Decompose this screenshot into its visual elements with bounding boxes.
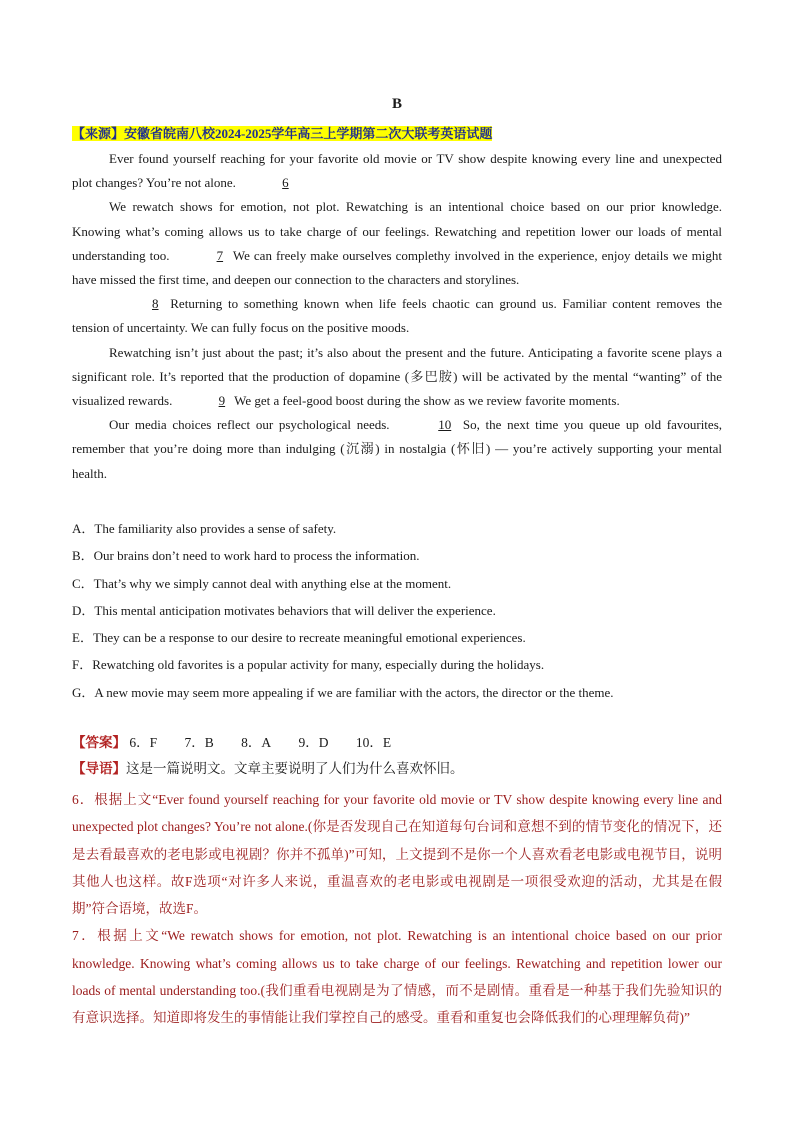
paragraph-4 (72, 341, 722, 414)
guide-label: 【导语】 (72, 761, 126, 776)
paragraph-text: So, the next time you queue up old favourites, remember that you’re doing more than indulging (沉溺) in nostalgia (怀旧) — you’re actively supporting your mental health. (72, 417, 722, 481)
option-list (72, 515, 722, 706)
paragraph-3 (72, 292, 722, 340)
answer-label: 【答案】 (72, 735, 126, 750)
source-line (72, 123, 492, 142)
blank-10: 10 (438, 417, 452, 433)
paragraph-text: Ever found yourself reaching for your favorite old movie or TV show despite knowing every line and unexpected plot changes? You’re not alone. (72, 151, 722, 191)
paragraph-text: Rewatching isn’t just about the past; it’s also about the present and the future. Anticipating a favorite scene plays a significant role. It’s reported that the production of dopamine (多巴胺) will be activated by the mental “wanting” of the visualized rewards. (72, 344, 722, 409)
answer-9: 9．D (298, 735, 329, 750)
option-d: D．This mental anticipation motivates behaviors that will deliver the experience. (72, 602, 496, 618)
blank-8: 8 (152, 296, 159, 312)
option-c: C．That’s why we simply cannot deal with anything else at the moment. (72, 575, 452, 591)
answer-10: 10．E (355, 735, 392, 750)
option-a: A．The familiarity also provides a sense of safety. (72, 521, 337, 536)
paragraph-5 (72, 413, 722, 486)
option-e: E．They can be a response to our desire to recreate meaningful emotional experiences. (72, 630, 526, 646)
passage (72, 147, 722, 486)
answer-7: 7．B (184, 735, 214, 750)
explanation-6: 6．根据上文“Ever found yourself reaching for your favorite old movie or TV show despite knowing every line and unexpected plot changes? You’re not alone.(你是否发现自己在知道每句台词和意想不到的情节变化的情况下，还是去看最喜欢的老电影或电视剧？你并不孤单)”可知，上文提到不是你一个人喜欢看老电影或电视节目，说明其他人也这样。故F选项“对许多人来说，重温喜欢的老电影或电视剧是一项很受欢迎的活动，尤其是在假期”符合语境，故选F。 (72, 792, 722, 917)
option-g: G．A new movie may seem more appealing if we are familiar with the actors, the director or the theme. (72, 684, 614, 700)
explanation-7: 7．根据上文“We rewatch shows for emotion, not plot. Rewatching is an intentional choice based on our prior knowledge. Knowing what’s coming allows us to take charge of our feelings. Rewatching and repetition lower our loads of mental understanding too.(我们重看电视剧是为了情感，而不是剧情。重看是一种基于我们先验知识的有意识选择。知道即将发生的事情能让我们掌控自己的感受。重看和重复也会降低我们的心理理解负荷)” (72, 928, 722, 1026)
blank-6: 6 (282, 175, 289, 191)
paragraph-text: We rewatch shows for emotion, not plot. Rewatching is an intentional choice based on our prior knowledge. Knowing what’s coming allows us to take charge of our feelings. Rewatching and repetition lower our loads of mental understanding too. (72, 199, 722, 263)
answer-line (72, 731, 415, 751)
guide-text: 这是一篇说明文。文章主要说明了人们为什么喜欢怀旧。 (126, 761, 464, 776)
answer-8: 8．A (241, 735, 272, 750)
paragraph-text: Returning to something known when life feels chaotic can ground us. Familiar content removes the tension of uncertainty. We can fully focus on the positive moods. (72, 296, 723, 336)
blank-9: 9 (218, 393, 226, 409)
paragraph-2 (72, 195, 722, 292)
paragraph-text: Our media choices reflect our psychological needs. (109, 417, 390, 433)
answer-values (129, 735, 415, 750)
guide-line (72, 757, 464, 777)
paragraph-1 (72, 147, 722, 195)
paragraph-text: We can freely make ourselves complethy involved in the experience, enjoy details we might have missed the first time, and deepen our connection to the characters and storylines. (72, 247, 723, 288)
source-text: 【来源】安徽省皖南八校2024-2025学年高三上学期第二次大联考英语试题 (72, 126, 493, 141)
option-b: B．Our brains don’t need to work hard to process the information. (72, 548, 420, 564)
section-letter: B (391, 96, 402, 112)
explanations (72, 786, 722, 1032)
answer-6: 6．F (129, 735, 158, 750)
blank-7: 7 (216, 247, 224, 263)
option-f: F．Rewatching old favorites is a popular activity for many, especially during the holidays. (72, 657, 545, 673)
paragraph-text: We get a feel-good boost during the show as we review favorite moments. (234, 393, 620, 409)
